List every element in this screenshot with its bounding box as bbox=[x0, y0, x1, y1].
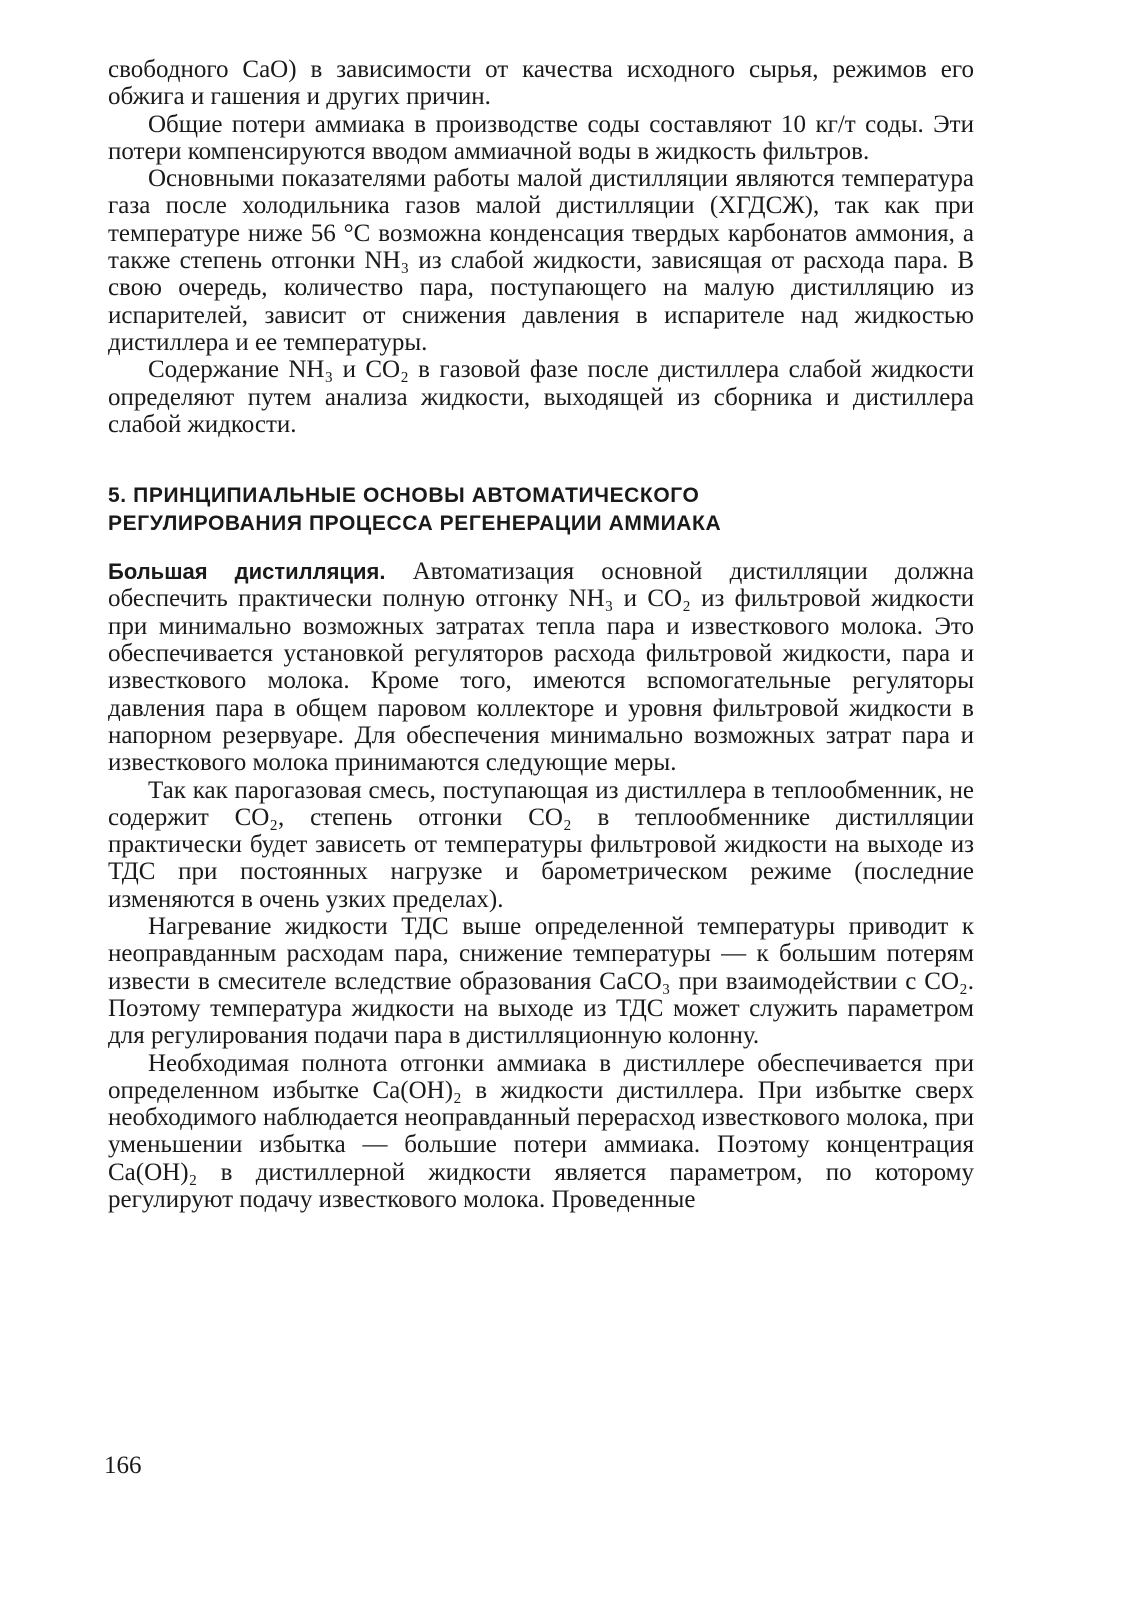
page-body bbox=[108, 56, 974, 1213]
page-number: 166 bbox=[104, 1452, 142, 1479]
paragraph-large-distillation bbox=[108, 558, 974, 776]
section-heading-line-1: 5. ПРИНЦИПИАЛЬНЫЕ ОСНОВЫ АВТОМАТИЧЕСКОГО bbox=[108, 484, 700, 508]
paragraph-small-distillation: Основными показателями работы малой дистилляции являются температура газа после холодильника газов малой дистилляции (ХГДСЖ), так как при температуре ниже 56 °С возможна конденсация твердых карбонатов аммония, а также степень отгонки NH₃ из слабой жидкости, зависящая от расхода пара. В свою очередь, количество пара, поступающего на малую дистилляцию из испарителей, зависит от снижения давления в испарителе над жидкостью дистиллера и ее температуры. bbox=[108, 165, 974, 356]
paragraph-gas-phase-content: Содержание NH₃ и CO₂ в газовой фазе после дистиллера слабой жидкости определяют путем анализа жидкости, выходящей из сборника и дистиллера слабой жидкости. bbox=[108, 356, 974, 438]
section-heading-line-2: РЕГУЛИРОВАНИЯ ПРОЦЕССА РЕГЕНЕРАЦИИ АММИАКА bbox=[108, 512, 722, 536]
paragraph-continuation: свободного CaO) в зависимости от качества исходного сырья, режимов его обжига и гашения и других причин. bbox=[108, 56, 974, 111]
paragraph-ammonia-losses: Общие потери аммиака в производстве соды составляют 10 кг/т соды. Эти потери компенсируются вводом аммиачной воды в жидкость фильтров. bbox=[108, 110, 974, 165]
paragraph-large-distillation-text: Автоматизация основной дистилляции должна обеспечить практически полную отгонку NH₃ и CO₂ из фильтровой жидкости при минимально возможных затратах тепла пара и известкового молока. Это обеспечивается установкой регуляторов расхода фильтровой жидкости, пара и известкового молока. Кроме того, имеются вспомогательные регуляторы давления пара в общем паровом коллекторе и уровня фильтровой жидкости в напорном резервуаре. Для обеспечения минимально возможных затрат пара и известкового молока принимаются следующие меры. bbox=[108, 558, 974, 777]
section-heading bbox=[108, 482, 974, 538]
run-in-title: Большая дистилляция. bbox=[108, 559, 386, 585]
paragraph-ammonia-stripping: Необходимая полнота отгонки аммиака в дистиллере обеспечивается при определенном избытке Ca(OH)₂ в жидкости дистиллера. При избытке сверх необходимого наблюдается неоправданный перерасход известкового молока, при уменьшении избытка — большие потери аммиака. Поэтому концентрация Ca(OH)₂ в дистиллерной жидкости является параметром, по которому регулируют подачу известкового молока. Проведенные bbox=[108, 1049, 974, 1213]
paragraph-heating-liquid: Нагревание жидкости ТДС выше определенной температуры приводит к неоправданным расходам пара, снижение температуры — к большим потерям извести в смесителе вследствие образования CaCO₃ при взаимодействии с CO₂. Поэтому температура жидкости на выходе из ТДС может служить параметром для регулирования подачи пара в дистилляционную колонну. bbox=[108, 913, 974, 1050]
paragraph-vapor-gas-mixture: Так как парогазовая смесь, поступающая из дистиллера в теплообменник, не содержит CO₂, степень отгонки CO₂ в теплообменнике дистилляции практически будет зависеть от температуры фильтровой жидкости на выходе из ТДС при постоянных нагрузке и барометрическом режиме (последние изменяются в очень узких пределах). bbox=[108, 776, 974, 913]
